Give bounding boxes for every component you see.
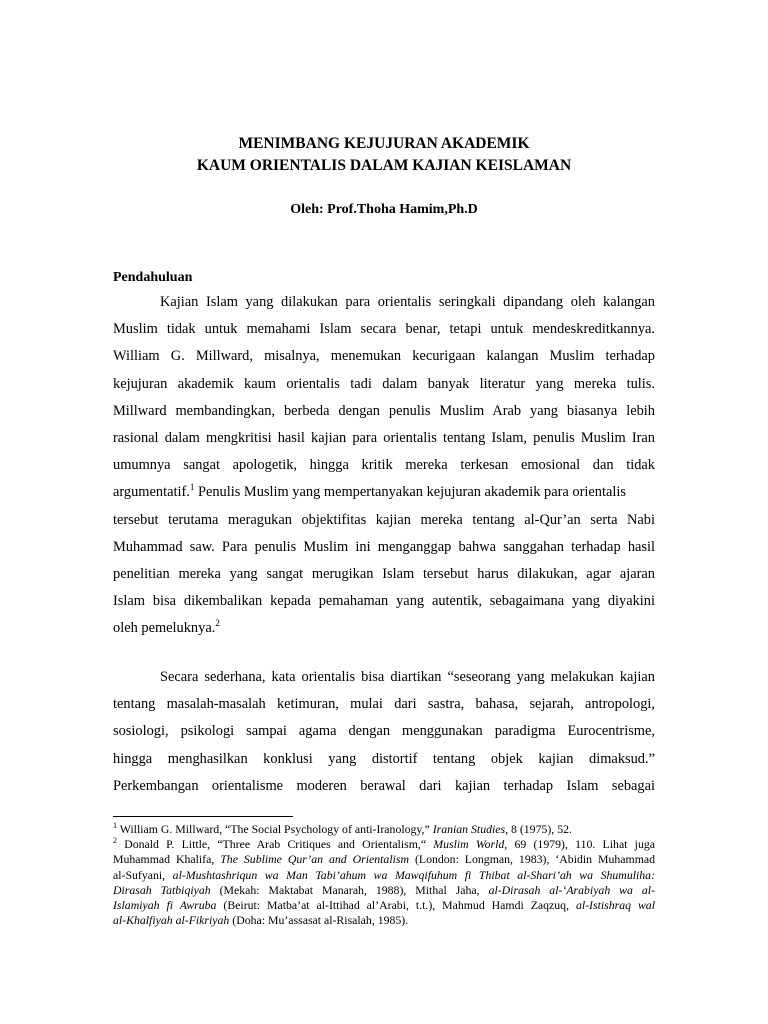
footnote-2-line: [113, 852, 655, 867]
author-line: Oleh: Prof.Thoha Hamim,Ph.D: [290, 202, 478, 217]
footnote-italic: The Sublime Qur’an and Orientalism: [220, 852, 409, 867]
document-title: [0, 133, 768, 177]
footnote-number: 1: [113, 821, 117, 830]
paragraph-line: William G. Millward, misalnya, menemukan kecurigaan kalangan Muslim terhadap: [113, 348, 655, 365]
footnote-italic: Iranian Studies,: [432, 822, 509, 836]
footnote-text: (London: Longman, 1983), ‘Abidin Muhammad: [409, 852, 655, 867]
paragraph-text: oleh pemeluknya.: [113, 620, 216, 637]
paragraph-text: argumentatif.: [113, 484, 190, 501]
footnote-italic: Dirasah Tatbiqiyah: [113, 882, 211, 897]
footnote-italic: al-Istishraq wal: [575, 897, 655, 912]
paragraph-line: hingga menghasilkan konklusi yang distortif tentang objek kajian dimaksud.”: [113, 750, 655, 767]
paragraph-line: kejujuran akademik kaum orientalis tadi dalam banyak literatur yang mereka tulis.: [113, 375, 655, 392]
paragraph-line: tersebut terutama meragukan objektifitas kajian mereka tentang al-Qur’an serta Nabi: [113, 511, 655, 528]
footnote-divider: [113, 816, 293, 817]
paragraph-2: [113, 664, 655, 800]
footnotes: [113, 822, 655, 928]
paragraph-line: Millward membandingkan, berbeda dengan penulis Muslim Arab yang biasanya lebih: [113, 402, 655, 419]
paragraph-line: sosiologi, psikologi sampai agama dengan menggunakan paradigma Eurocentrisme,: [113, 723, 655, 740]
paragraph-line: Islam bisa dikembalikan kepada pemahaman yang autentik, sebagaimana yang diyakini: [113, 593, 655, 610]
paragraph-line: Secara sederhana, kata orientalis bisa diartikan “seseorang yang melakukan kajian: [160, 669, 655, 685]
footnote-italic: Islamiyah fi Awruba: [113, 897, 217, 912]
paragraph-line: Muhammad saw. Para penulis Muslim ini menganggap bahwa sanggahan terhadap hasil: [113, 538, 655, 555]
footnote-text: (Mekah: Maktabat Manarah, 1988), Mithal Jaha,: [210, 882, 489, 897]
paragraph-line: Muslim tidak untuk memahami Islam secara benar, tetapi untuk mendeskreditkannya.: [113, 321, 655, 338]
footnote-text: Muhammad Khalifa,: [113, 852, 221, 867]
section-heading: Pendahuluan: [113, 270, 193, 285]
footnote-italic: al-Mushtashriqun wa Man Tabi’ahum wa Mawqifuhum fi Thibat al-Shari’ah wa Shumuliha:: [172, 867, 655, 882]
paragraph-line: umumnya sangat apologetik, hingga kritik mereka terkesan emosional dan tidak: [113, 457, 655, 474]
paragraph-line: Perkembangan orientalisme moderen berawal dari kajian terhadap Islam sebagai: [113, 777, 655, 794]
footnote-2-line: [113, 837, 655, 852]
footnote-ref-2[interactable]: 2: [215, 618, 220, 629]
paragraph-1: [113, 289, 655, 642]
footnote-text: (Beirut: Matba’at al-Ittihad al’Arabi, t.t.), Mahmud Hamdi Zaqzuq,: [216, 897, 576, 912]
footnote-1: [113, 822, 655, 837]
footnote-text: William G. Millward, “The Social Psychology of anti-Iranology,”: [117, 822, 433, 836]
title-line-1: MENIMBANG KEJUJURAN AKADEMIK: [238, 135, 530, 152]
paragraph-line: [113, 615, 655, 642]
footnote-2-line: [113, 898, 655, 913]
paragraph-line: Kajian Islam yang dilakukan para orientalis seringkali dipandang oleh kalangan: [160, 294, 655, 310]
paragraph-line: penelitian mereka yang sangat merugikan Islam tersebut harus dilakukan, agar ajaran: [113, 565, 655, 582]
footnote-text: Donald P. Little, “Three Arab Critiques and Orientalism,“: [117, 837, 434, 852]
footnote-2-line: [113, 913, 655, 928]
paragraph-line: rasional dalam mengkritisi hasil kajian para orientalis tentang Islam, penulis Muslim Iran: [113, 429, 655, 446]
footnote-number: 2: [113, 837, 117, 846]
paragraph-line: [113, 479, 655, 506]
paragraph-line: tentang masalah-masalah ketimuran, mulai dari sastra, bahasa, sejarah, antropologi,: [113, 696, 655, 713]
footnote-italic: al-Dirasah al-‘Arabiyah wa al-: [488, 882, 655, 897]
footnote-text: (Doha: Mu’assasat al-Risalah, 1985).: [229, 913, 409, 928]
footnote-text: 69 (1979), 110. Lihat juga: [507, 837, 655, 852]
footnote-text: al-Sufyani,: [113, 867, 173, 882]
title-line-2: KAUM ORIENTALIS DALAM KAJIAN KEISLAMAN: [196, 157, 572, 174]
footnote-2-line: [113, 883, 655, 898]
footnote-ref-1[interactable]: 1: [189, 482, 195, 493]
footnote-2-line: [113, 868, 655, 883]
paragraph-text: Penulis Muslim yang mempertanyakan kejujuran akademik para orientalis: [194, 484, 626, 501]
footnote-text: 8 (1975), 52.: [508, 822, 572, 836]
footnote-italic: al-Khalfiyah al-Fikriyah: [113, 913, 230, 928]
footnote-italic: Muslim World,: [433, 837, 508, 852]
